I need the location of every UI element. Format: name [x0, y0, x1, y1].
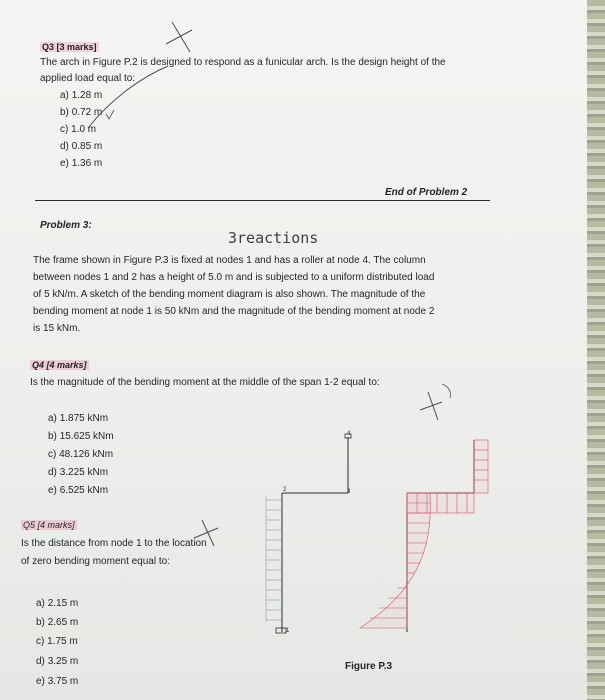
bending-moment-diagram	[360, 440, 488, 632]
problem3-line1: The frame shown in Figure P.3 is fixed at nodes 1 and has a roller at node 4. The column	[33, 255, 426, 266]
q5-option-d[interactable]: d) 3.25 m	[36, 656, 79, 667]
q3-option-d[interactable]: d) 0.85 m	[60, 141, 103, 152]
q3-option-c[interactable]: c) 1.0 m	[60, 124, 97, 135]
q3-option-a[interactable]: a) 1.28 m	[60, 90, 103, 101]
q5-option-a[interactable]: a) 2.15 m	[36, 598, 79, 609]
q5-title: Q5 [4 marks]	[23, 520, 75, 530]
q5-option-e[interactable]: e) 3.75 m	[36, 676, 79, 687]
q5-pen-cross-mark	[194, 520, 218, 546]
q5-option-b[interactable]: b) 2.65 m	[36, 617, 79, 628]
q3-text-line2: applied load equal to:	[40, 73, 136, 84]
q3-text-line1: The arch in Figure P.2 is designed to respond as a funicular arch. Is the design height of the	[40, 57, 446, 68]
q4-option-b[interactable]: b) 15.625 kNm	[48, 431, 114, 442]
q5-option-c[interactable]: c) 1.75 m	[36, 636, 78, 647]
bmd-right-column-shading	[474, 440, 488, 493]
problem3-heading: Problem 3:	[40, 220, 92, 231]
q4-option-d[interactable]: d) 3.225 kNm	[48, 467, 109, 478]
node-label-4: 4	[347, 431, 351, 437]
node-label-2: 2	[283, 487, 287, 493]
problem3-line4: bending moment at node 1 is 50 kNm and the magnitude of the bending moment at node 2	[33, 306, 435, 317]
bmd-beam-shading	[407, 493, 474, 513]
q4-option-c[interactable]: c) 48.126 kNm	[48, 449, 114, 460]
q4-pen-curve	[442, 384, 451, 398]
node-label-1: 1	[286, 628, 290, 634]
node-label-3: 3	[347, 489, 351, 495]
problem3-line3: of 5 kN/m. A sketch of the bending moment diagram is also shown. The magnitude of the	[33, 289, 426, 300]
photo-background-edge	[587, 0, 605, 700]
figure-caption: Figure P.3	[345, 661, 393, 672]
q4-option-a[interactable]: a) 1.875 kNm	[48, 413, 109, 424]
q3-option-b[interactable]: b) 0.72 m	[60, 107, 103, 118]
q4-question: Is the magnitude of the bending moment at the middle of the span 1-2 equal to:	[30, 377, 380, 388]
handwritten-note: 3reactions	[228, 229, 319, 247]
q5-text-line2: of zero bending moment equal to:	[21, 556, 170, 567]
distributed-load-arrows	[266, 496, 281, 622]
q4-title: Q4 [4 marks]	[32, 360, 87, 370]
fixed-support-1	[276, 628, 286, 633]
q4-option-e[interactable]: e) 6.525 kNm	[48, 485, 109, 496]
frame-lines	[282, 437, 351, 632]
end-of-problem-label: End of Problem 2	[385, 187, 468, 198]
q3-pen-cross-mark	[166, 22, 192, 52]
q5-text-line1: Is the distance from node 1 to the location	[21, 538, 207, 549]
q3-title: Q3 [3 marks]	[42, 42, 97, 52]
frame-diagram	[266, 434, 351, 633]
q3-pen-slash	[88, 66, 168, 128]
q3-tick-mark	[106, 110, 114, 119]
problem3-line2: between nodes 1 and 2 has a height of 5.0 m and is subjected to a uniform distributed load	[33, 272, 435, 283]
q4-pen-cross-mark	[420, 392, 442, 420]
problem3-line5: is 15 kNm.	[33, 323, 81, 334]
q3-option-e[interactable]: e) 1.36 m	[60, 158, 103, 169]
